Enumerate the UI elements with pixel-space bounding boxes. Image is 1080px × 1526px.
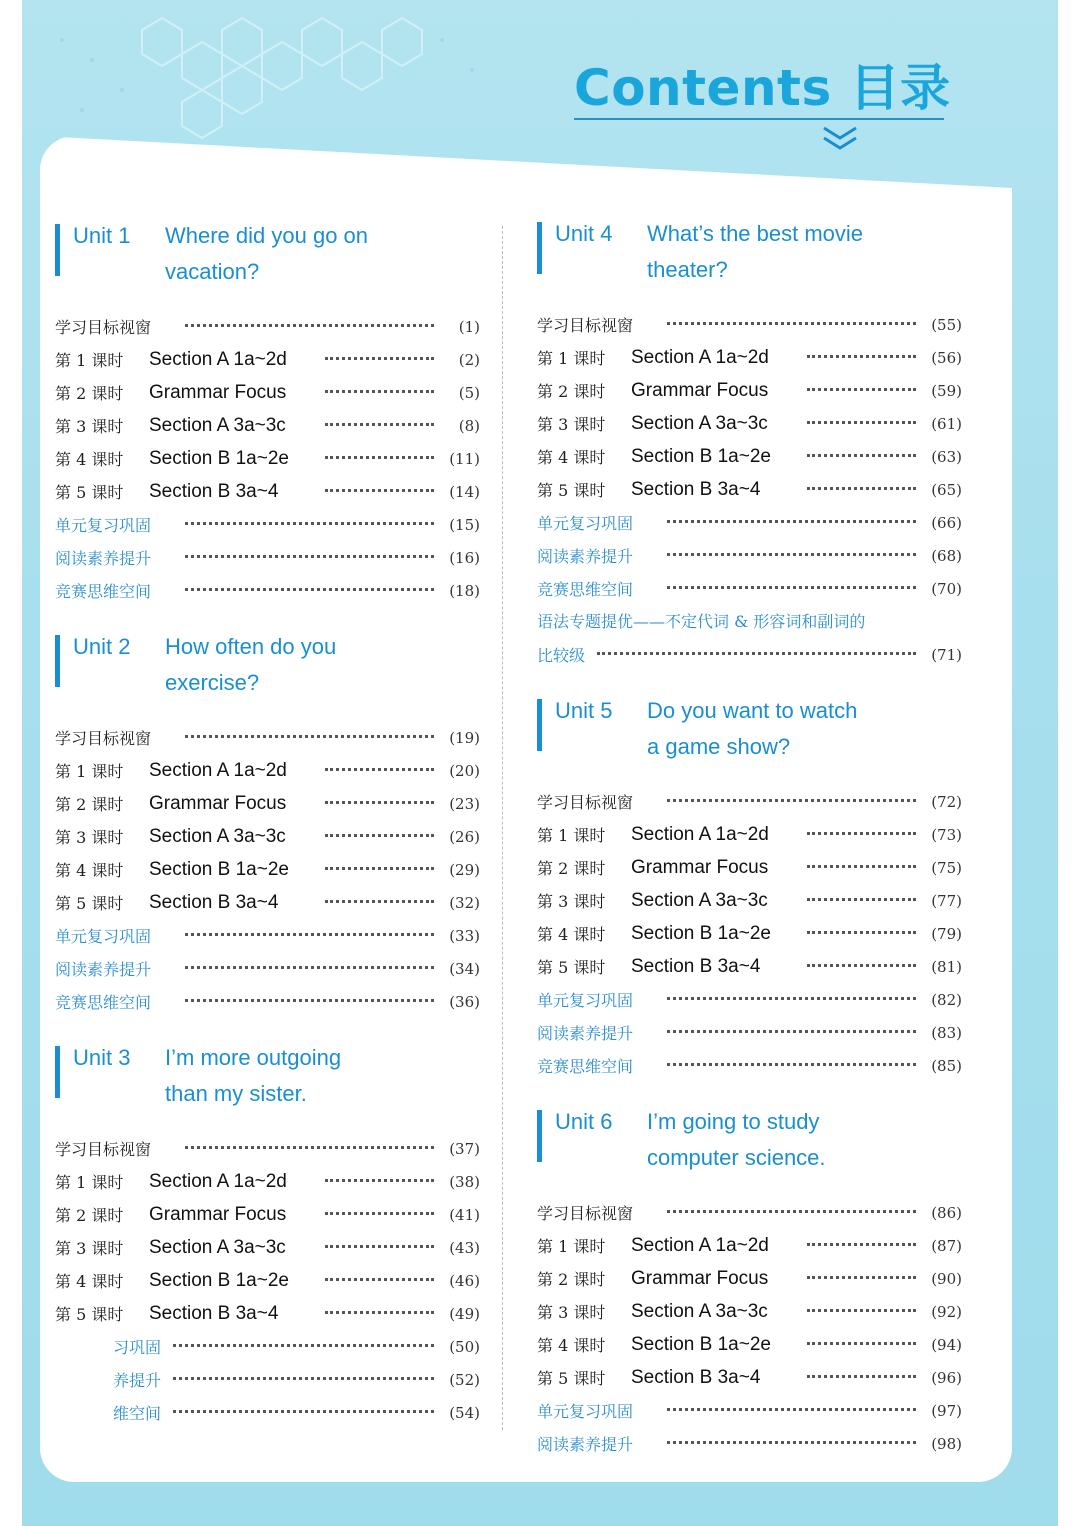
page-number: (32) [449,893,480,912]
section-name: Section B 1a~2e [149,1269,289,1291]
page-number: (65) [931,480,962,499]
dot-leader [185,324,434,327]
section-name: Section A 3a~3c [149,414,286,436]
entry-name: 养提升 [113,1371,162,1390]
lesson-number: 第 3 课时 [55,1239,124,1258]
lesson-number: 第 5 课时 [55,1305,124,1324]
dot-leader [325,867,434,870]
section-name: Section A 3a~3c [631,1300,768,1322]
toc-entry[interactable] [537,374,962,407]
toc-entry[interactable] [537,983,962,1016]
toc-entry[interactable] [537,1295,962,1328]
lesson-number: 第 2 课时 [537,1270,606,1289]
unit-heading [55,1040,480,1112]
dot-leader [807,1309,916,1312]
entry-name: 阅读素养提升 [537,547,634,566]
entry-name: 学习目标视窗 [537,793,634,812]
lesson-number: 第 3 课时 [55,828,124,847]
toc-entry[interactable] [537,950,962,983]
toc-entry[interactable] [537,785,962,818]
page-number: (20) [449,761,480,780]
toc-entry[interactable] [537,1328,962,1361]
page-number: (96) [931,1368,962,1387]
section-name: Section B 1a~2e [149,447,289,469]
dot-leader [325,801,434,804]
page-number: (94) [931,1335,962,1354]
toc-entry[interactable] [55,310,480,343]
toc-entry[interactable] [55,508,480,541]
unit-title: Where did you go on [165,223,369,248]
lesson-number: 第 3 课时 [55,417,124,436]
unit-label: Unit 2 [73,634,131,659]
dot-leader [325,1179,434,1182]
section-name: Section B 3a~4 [631,1366,761,1388]
dot-leader [807,832,916,835]
lesson-number: 第 2 课时 [55,795,124,814]
dot-leader [173,1410,434,1413]
section-name: Section A 1a~2d [149,348,287,370]
lesson-number: 第 1 课时 [537,349,606,368]
page-number: (98) [931,1434,962,1453]
page-number: (1) [458,317,480,336]
page-number: (50) [449,1337,480,1356]
page-number: (15) [449,515,480,534]
unit-heading [537,693,962,765]
entry-name: 竞赛思维空间 [537,580,634,599]
toc-entry[interactable] [537,1427,962,1460]
page-number: (18) [449,581,480,600]
entry-name: 竞赛思维空间 [55,993,152,1012]
section-name: Section B 1a~2e [631,922,771,944]
entry-name: 比较级 [537,646,586,665]
double-chevron-down-icon [820,124,860,152]
dot-leader [807,931,916,934]
toc-entry[interactable] [55,1231,480,1264]
page-number: (52) [449,1370,480,1389]
entry-name: 单元复习巩固 [55,516,152,535]
dot-leader [807,421,916,424]
page-number: (54) [449,1403,480,1422]
toc-entry[interactable] [537,506,962,539]
page-number: (43) [449,1238,480,1257]
unit-title: Do you want to watch [647,698,858,723]
toc-entry[interactable] [55,1330,480,1363]
unit-title: I’m going to study [647,1109,820,1134]
left-column [55,218,480,1451]
dot-leader [667,799,916,802]
dot-leader [667,1063,916,1066]
dot-leader [185,1146,434,1149]
toc-entry[interactable] [55,1198,480,1231]
toc-entry[interactable] [55,343,480,376]
toc-entry[interactable] [537,818,962,851]
dot-leader [667,553,916,556]
dot-leader [185,735,434,738]
page-number: (68) [931,546,962,565]
section-name: Section B 3a~4 [631,478,761,500]
lesson-number: 第 3 课时 [537,892,606,911]
dot-leader [173,1344,434,1347]
page-number: (70) [931,579,962,598]
dot-leader [667,1408,916,1411]
page-number: (63) [931,447,962,466]
dot-leader [807,1276,916,1279]
toc-entry[interactable] [55,475,480,508]
dot-leader [325,1245,434,1248]
unit-title: I’m more outgoing [165,1045,342,1070]
section-name: Grammar Focus [149,792,287,814]
page-number: (11) [449,449,480,468]
page-number: (75) [931,858,962,877]
unit-title-line2: theater? [647,257,728,282]
page-number: (29) [449,860,480,879]
page-number: (85) [931,1056,962,1075]
section-name: Section B 3a~4 [149,1302,279,1324]
dot-leader [325,456,434,459]
section-name: Section A 3a~3c [149,1236,286,1258]
toc-entry[interactable] [537,1394,962,1427]
dot-leader [185,588,434,591]
toc-entry[interactable] [55,1363,480,1396]
dot-leader [807,865,916,868]
page-number: (92) [931,1302,962,1321]
page-number: (19) [449,728,480,747]
unit-heading [55,218,480,290]
unit-title-line2: than my sister. [165,1081,307,1106]
section-name: Section B 3a~4 [631,955,761,977]
lesson-number: 第 1 课时 [55,1173,124,1192]
unit-heading [55,629,480,701]
page-number: (73) [931,825,962,844]
toc-entry[interactable] [55,886,480,919]
unit-label: Unit 4 [555,221,613,246]
dot-leader [667,1030,916,1033]
toc-entry[interactable] [55,754,480,787]
page-number: (83) [931,1023,962,1042]
page-number: (97) [931,1401,962,1420]
toc-entry[interactable] [55,787,480,820]
dot-leader [325,768,434,771]
page-number: (49) [449,1304,480,1323]
unit-title-line2: a game show? [647,734,791,759]
dot-leader [173,1377,434,1380]
dot-leader [185,933,434,936]
toc-entry[interactable] [537,884,962,917]
toc-entry[interactable] [55,1264,480,1297]
section-name: Grammar Focus [631,379,769,401]
page-number: (86) [931,1203,962,1222]
lesson-number: 第 3 课时 [537,1303,606,1322]
lesson-number: 第 5 课时 [55,894,124,913]
entry-name: 学习目标视窗 [55,1140,152,1159]
page-number: (33) [449,926,480,945]
entry-name: 单元复习巩固 [537,1402,634,1421]
toc-entry[interactable] [55,541,480,574]
page-number: (38) [449,1172,480,1191]
page-number: (26) [449,827,480,846]
dot-leader [807,355,916,358]
entry-name: 单元复习巩固 [537,991,634,1010]
section-name: Section A 3a~3c [631,412,768,434]
dot-leader [185,522,434,525]
section-name: Grammar Focus [149,1203,287,1225]
page-number: (71) [931,645,962,664]
section-name: Section A 1a~2d [631,346,769,368]
dot-leader [667,1210,916,1213]
unit-label: Unit 5 [555,698,613,723]
section-name: Section A 1a~2d [631,1234,769,1256]
lesson-number: 第 3 课时 [537,415,606,434]
page-number: (56) [931,348,962,367]
dot-leader [185,966,434,969]
entry-name: 阅读素养提升 [537,1435,634,1454]
dot-leader [185,999,434,1002]
unit-label: Unit 6 [555,1109,613,1134]
unit-heading [537,216,962,288]
dot-leader [667,997,916,1000]
page-number: (72) [931,792,962,811]
unit-6-group [537,1104,962,1460]
right-column [537,216,962,1482]
toc-entry[interactable] [537,407,962,440]
section-name: Section A 1a~2d [149,759,287,781]
unit-2-group [55,629,480,1018]
hexagon-pattern-decoration [22,0,502,150]
lesson-number: 第 5 课时 [537,958,606,977]
toc-entry[interactable] [537,1361,962,1394]
toc-entry[interactable] [537,341,962,374]
page-number: (34) [449,959,480,978]
page-number: (61) [931,414,962,433]
dot-leader [807,388,916,391]
toc-entry[interactable] [55,820,480,853]
unit-title-line2: computer science. [647,1145,826,1170]
lesson-number: 第 2 课时 [537,382,606,401]
lesson-number: 第 5 课时 [537,481,606,500]
lesson-number: 第 4 课时 [55,861,124,880]
section-name: Grammar Focus [149,381,287,403]
unit-label: Unit 3 [73,1045,131,1070]
lesson-number: 第 1 课时 [55,351,124,370]
grammar-special-topic[interactable]: 语法专题提优——不定代词 & 形容词和副词的 [537,612,866,631]
dot-leader [807,964,916,967]
dot-leader [325,489,434,492]
section-name: Section B 3a~4 [149,480,279,502]
entry-name: 维空间 [113,1404,162,1423]
entry-name: 阅读素养提升 [537,1024,634,1043]
dot-leader [807,1375,916,1378]
toc-entry[interactable] [55,985,480,1018]
toc-entry[interactable] [55,919,480,952]
unit-1-group [55,218,480,607]
dot-leader [807,1342,916,1345]
unit-title-line2: vacation? [165,259,260,284]
page-number: (37) [449,1139,480,1158]
page-number: (87) [931,1236,962,1255]
unit-title: How often do you [165,634,337,659]
toc-entry[interactable] [537,1016,962,1049]
unit-heading [537,1104,962,1176]
unit-title: What’s the best movie [647,221,864,246]
lesson-number: 第 2 课时 [55,384,124,403]
dot-leader [597,652,916,655]
toc-entry[interactable] [537,851,962,884]
toc-entry[interactable] [537,308,962,341]
dot-leader [807,898,916,901]
toc-entry[interactable] [537,473,962,506]
section-name: Section A 1a~2d [149,1170,287,1192]
dot-leader [325,900,434,903]
lesson-number: 第 2 课时 [537,859,606,878]
lesson-number: 第 4 课时 [55,1272,124,1291]
toc-entry[interactable] [55,721,480,754]
toc-entry[interactable] [55,1297,480,1330]
toc-entry[interactable] [55,952,480,985]
page-number: (77) [931,891,962,910]
section-name: Section A 3a~3c [631,889,768,911]
page-number: (66) [931,513,962,532]
unit-title-line2: exercise? [165,670,260,695]
page-number: (5) [458,383,480,402]
dot-leader [807,487,916,490]
section-name: Section B 3a~4 [149,891,279,913]
toc-entry[interactable] [537,1262,962,1295]
toc-entry[interactable] [537,1196,962,1229]
column-divider [502,226,503,1430]
toc-entry[interactable] [55,853,480,886]
page-number: (2) [458,350,480,369]
lesson-number: 第 4 课时 [537,448,606,467]
page-number: (16) [449,548,480,567]
dot-leader [325,1212,434,1215]
dot-leader [325,357,434,360]
page-number: (36) [449,992,480,1011]
toc-entry[interactable] [537,440,962,473]
page-number: (55) [931,315,962,334]
toc-entry[interactable] [537,1229,962,1262]
page-number: (81) [931,957,962,976]
lesson-number: 第 1 课时 [55,762,124,781]
toc-entry[interactable] [537,638,962,671]
unit-label: Unit 1 [73,223,131,248]
dot-leader [325,834,434,837]
toc-entry[interactable] [537,572,962,605]
lesson-number: 第 5 课时 [55,483,124,502]
lesson-number: 第 4 课时 [537,925,606,944]
page-number: (23) [449,794,480,813]
entry-name: 学习目标视窗 [55,729,152,748]
dot-leader [185,555,434,558]
dot-leader [667,322,916,325]
entry-name: 学习目标视窗 [537,316,634,335]
page-title: Contents 目录 [574,59,951,117]
section-name: Grammar Focus [631,856,769,878]
dot-leader [807,1243,916,1246]
page-number: (79) [931,924,962,943]
header [574,58,954,118]
toc-entry[interactable] [55,442,480,475]
dot-leader [325,1278,434,1281]
dot-leader [325,423,434,426]
dot-leader [667,1441,916,1444]
section-name: Grammar Focus [631,1267,769,1289]
toc-entry[interactable] [55,1396,480,1429]
unit-5-group [537,693,962,1082]
toc-entry[interactable] [55,1132,480,1165]
dot-leader [325,390,434,393]
toc-entry[interactable] [537,1049,962,1082]
page-number: (90) [931,1269,962,1288]
title-underline [574,118,944,120]
entry-name: 单元复习巩固 [55,927,152,946]
entry-name: 单元复习巩固 [537,514,634,533]
dot-leader [667,520,916,523]
toc-entry[interactable] [55,1165,480,1198]
toc-entry[interactable] [537,539,962,572]
unit-3-group [55,1040,480,1429]
page-number: (8) [458,416,480,435]
page-number: (41) [449,1205,480,1224]
dot-leader [807,454,916,457]
page-number: (82) [931,990,962,1009]
section-name: Section A 3a~3c [149,825,286,847]
toc-entry[interactable] [55,574,480,607]
lesson-number: 第 1 课时 [537,826,606,845]
lesson-number: 第 2 课时 [55,1206,124,1225]
page-number: (59) [931,381,962,400]
entry-name: 学习目标视窗 [537,1204,634,1223]
toc-entry[interactable] [55,409,480,442]
section-name: Section B 1a~2e [631,445,771,467]
lesson-number: 第 4 课时 [55,450,124,469]
entry-name: 习巩固 [113,1338,162,1357]
section-name: Section B 1a~2e [631,1333,771,1355]
page-number: (14) [449,482,480,501]
unit-4-group [537,216,962,671]
lesson-number: 第 4 课时 [537,1336,606,1355]
lesson-number: 第 1 课时 [537,1237,606,1256]
entry-name: 学习目标视窗 [55,318,152,337]
section-name: Section A 1a~2d [631,823,769,845]
dot-leader [667,586,916,589]
toc-entry[interactable] [537,917,962,950]
lesson-number: 第 5 课时 [537,1369,606,1388]
toc-entry[interactable] [55,376,480,409]
entry-name: 竞赛思维空间 [537,1057,634,1076]
dot-leader [325,1311,434,1314]
page-number: (46) [449,1271,480,1290]
section-name: Section B 1a~2e [149,858,289,880]
entry-name: 阅读素养提升 [55,960,152,979]
entry-name: 阅读素养提升 [55,549,152,568]
entry-name: 竞赛思维空间 [55,582,152,601]
